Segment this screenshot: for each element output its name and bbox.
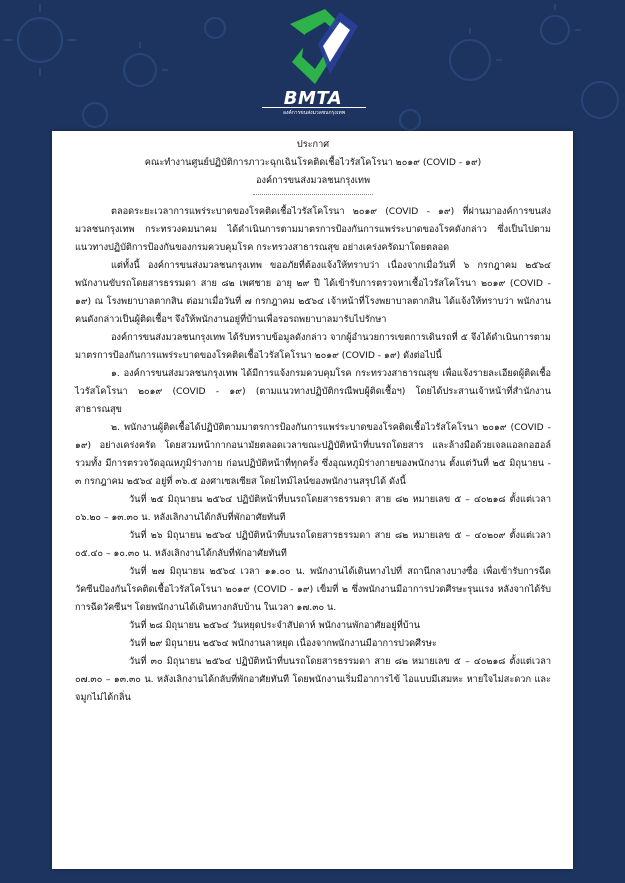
paragraph-1: ตลอดระยะเวลาการแพร่ระบาดของโรคติดเชื้อไวรัสโคโรนา ๒๐๑๙ (COVID - ๑๙) ที่ผ่านมาองค์การขนส่งมวลชนกรุงเทพ กระทรวงคมนาคม ได้ดำเนินการตามมาตรการป้องกันการแพร่ระบาดของโรคดังกล่าว ซึ่งเป็นไปตามแนวทางปฏิบัติการป้องกันของกรมควบคุมโรค กระทรวงสาธารณสุข อย่างเคร่งครัดมาโดยตลอด [75,206,551,253]
timeline-item: วันที่ ๓๐ มิถุนายน ๒๕๖๔ ปฏิบัติหน้าที่บนรถโดยสารธรรมดา สาย ๘๒ หมายเลข ๕ – ๔๐๒๑๘ ตั้งแต่เวลา ๐๗.๓๐ – ๑๓.๓๐ น. หลังเลิกงานได้กลับที่พักอาศัยทันที โดยพนักงานเริ่มมีอาการไข้ ไอแบบมีเสมหะ หายใจไม่สะดวก และจมูกไม่ได้กลิ่น [75,656,551,703]
paragraph-2: แต่ทั้งนี้ องค์การขนส่งมวลชนกรุงเทพ ขออภัยที่ต้องแจ้งให้ทราบว่า เนื่องจากเมื่อวันที่ ๖ กรกฎาคม ๒๕๖๔ พนักงานขับรถโดยสารธรรมดา สาย ๘๒ เพศชาย อายุ ๒๙ ปี ได้เข้ารับการตรวจหาเชื้อไวรัสโคโรนา ๒๐๑๙ (COVID - ๑๙) ณ โรงพยาบาลตากสิน ต่อมาเมื่อวันที่ ๗ กรกฎาคม ๒๕๖๔ เจ้าหน้าที่โรงพยาบาลตากสิน ได้แจ้งให้ทราบว่า พนักงานคนดังกล่าวเป็นผู้ติดเชื้อฯ จึงให้พนักงานอยู่ที่บ้านเพื่อรอรถพยาบาลมารับไปรักษา [75,260,551,325]
paragraph-5: ๒. พนักงานผู้ติดเชื้อได้ปฏิบัติตามมาตรการป้องกันการแพร่ระบาดของโรคติดเชื้อไวรัสโคโรนา ๒๐๑๙ (COVID - ๑๙) อย่างเคร่งครัด โดยสวมหน้ากากอนามัยตลอดเวลาขณะปฏิบัติหน้าที่บนรถโดยสาร และล้างมือด้วยเจลแอลกอฮอล์ รวมทั้ง มีการตรวจวัดอุณหภูมิร่างกาย ก่อนปฏิบัติหน้าที่ทุกครั้ง ซึ่งอุณหภูมิร่างกายของพนักงาน ตั้งแต่วันที่ ๒๕ มิถุนายน - ๓ กรกฎาคม ๒๕๖๔ อยู่ที่ ๓๖.๕ องศาเซลเซียส โดยไทม์ไลน์ของพนักงานสรุปได้ ดังนี้ [75,422,551,487]
doc-heading: ประกาศ [296,139,330,150]
timeline-item: วันที่ ๒๙ มิถุนายน ๒๕๖๔ พนักงานลาหยุด เนื่องจากพนักงานมีอาการปวดศีรษะ [129,638,437,649]
doc-title-line1: คณะทำงานศูนย์ปฏิบัติการภาวะฉุกเฉินโรคติดเชื้อไวรัสโคโรนา ๒๐๑๙ (COVID - ๑๙) [144,157,482,168]
announcement-paper [52,131,573,869]
title-divider [253,194,373,195]
timeline-item: วันที่ ๒๕ มิถุนายน ๒๕๖๔ ปฏิบัติหน้าที่บนรถโดยสารธรรมดา สาย ๘๒ หมายเลข ๕ – ๔๐๒๑๘ ตั้งแต่เวลา ๐๖.๒๐ – ๑๓.๓๐ น. หลังเลิกงานได้กลับที่พักอาศัยทันที [75,494,551,523]
timeline-item: วันที่ ๒๘ มิถุนายน ๒๕๖๔ วันหยุดประจำสัปดาห์ พนักงานพักอาศัยอยู่ที่บ้าน [129,620,421,631]
paragraph-4: ๑. องค์การขนส่งมวลชนกรุงเทพ ได้มีการแจ้งกรมควบคุมโรค กระทรวงสาธารณสุข เพื่อแจ้งรายละเอียดผู้ติดเชื้อไวรัสโคโรนา ๒๐๑๙ (COVID - ๑๙) (ตามแนวทางปฏิบัติกรณีพบผู้ติดเชื้อฯ) โดยได้ประสานเจ้าหน้าที่สำนักงานสาธารณสุข [75,368,551,415]
timeline-item: วันที่ ๒๗ มิถุนายน ๒๕๖๔ เวลา ๑๑.๐๐ น. พนักงานได้เดินทางไปที่ สถานีกลางบางซื่อ เพื่อเข้ารับการฉีดวัคซีนป้องกันโรคติดเชื้อไวรัสโคโรนา ๒๐๑๙ (COVID - ๑๙) เข็มที่ ๒ ซึ่งพนักงานมีอาการปวดศีรษะรุนแรง หลังจากได้รับการฉีดวัคซีนฯ โดยพนักงานได้เดินทางกลับบ้าน ในเวลา ๑๗.๓๐ น. [75,566,551,613]
timeline-item: วันที่ ๒๖ มิถุนายน ๒๕๖๔ ปฏิบัติหน้าที่บนรถโดยสารธรรมดา สาย ๘๒ หมายเลข ๕ – ๔๐๒๐๙ ตั้งแต่เวลา ๐๕.๔๐ – ๑๐.๓๐ น. หลังเลิกงานได้กลับที่พักอาศัยทันที [75,530,551,559]
document-body [75,131,551,707]
paragraph-3: องค์การขนส่งมวลชนกรุงเทพ ได้รับทราบข้อมูลดังกล่าว จากผู้อำนวยการเขตการเดินรถที่ ๕ จึงได้ดำเนินการตามมาตรการป้องกันการแพร่ระบาดของโรคติดเชื้อไวรัสโคโรนา ๒๐๑๙ (COVID - ๑๙) ดังต่อไปนี้ [75,332,551,361]
logo-text: BMTA [283,88,343,109]
logo-subtext: องค์การขนส่งมวลชนกรุงเทพ [262,107,366,117]
doc-title-line2: องค์การขนส่งมวลชนกรุงเทพ [255,175,371,186]
